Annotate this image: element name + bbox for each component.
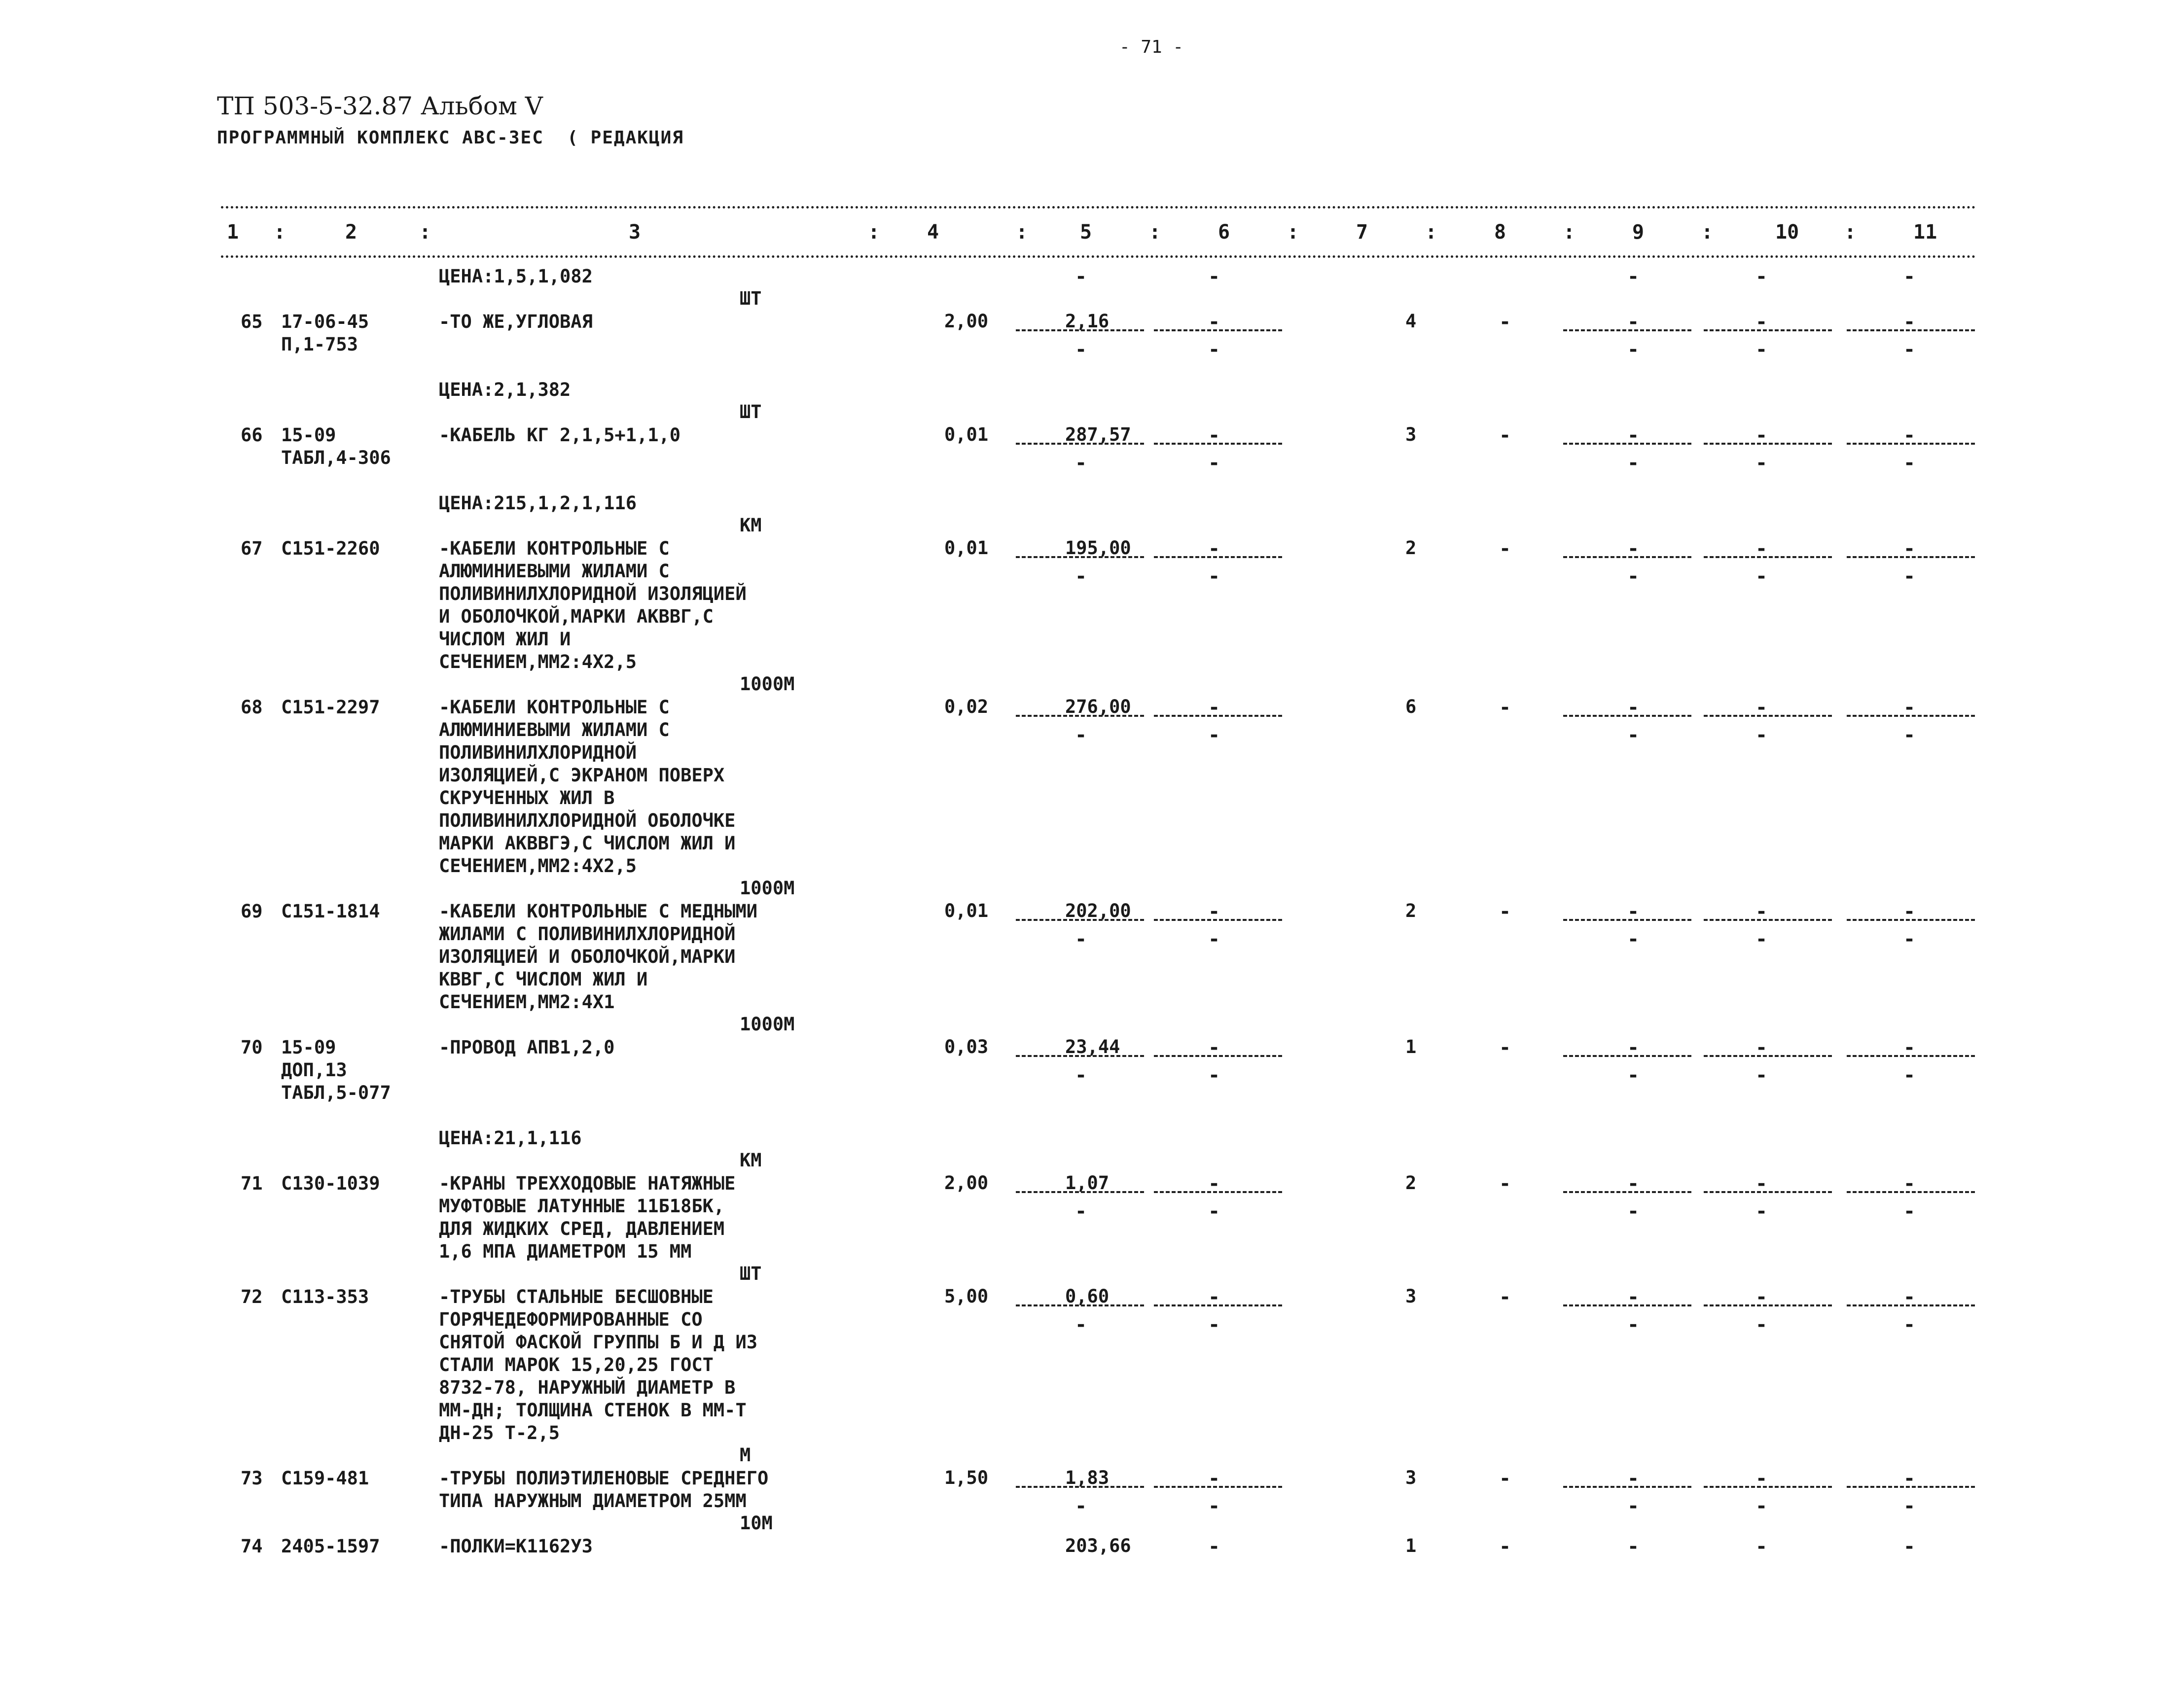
row-description: КВВГ,С ЧИСЛОМ ЖИЛ И	[439, 969, 648, 990]
row-price: 1,07	[1065, 1172, 1110, 1194]
row-description: ДЛЯ ЖИДКИХ СРЕД, ДАВЛЕНИЕМ	[439, 1218, 725, 1239]
dash-value: -	[1627, 452, 1640, 474]
subtotal-dash-line	[1016, 443, 1144, 445]
subtotal-dash-line	[1016, 1055, 1144, 1057]
row-number: 72	[241, 1286, 263, 1307]
dash-value: -	[1627, 900, 1640, 923]
row-description: -ТРУБЫ ПОЛИЭТИЛЕНОВЫЕ СРЕДНЕГО	[439, 1468, 769, 1489]
dash-value: -	[1903, 1172, 1916, 1195]
row-quantity: 5,00	[944, 1286, 989, 1307]
dash-value: -	[1208, 1064, 1220, 1087]
dash-value: -	[1627, 1495, 1640, 1517]
column-separator: :	[1701, 221, 1714, 244]
dash-value: -	[1075, 1313, 1087, 1336]
dash-value: -	[1075, 338, 1087, 361]
dash-value: -	[1627, 311, 1640, 333]
row-quantity: 0,02	[944, 696, 989, 717]
dash-value: -	[1627, 537, 1640, 560]
row-description: -КАБЕЛИ КОНТРОЛЬНЫЕ С	[439, 538, 670, 559]
column-separator: :	[1563, 221, 1575, 244]
row-price: 1,83	[1065, 1467, 1110, 1488]
dash-value: -	[1755, 1313, 1768, 1336]
subtotal-dash-line	[1704, 329, 1832, 331]
price-note: ЦЕНА:21,1,116	[439, 1127, 582, 1149]
column-number: 7	[1356, 221, 1368, 244]
row-quantity: 1,50	[944, 1467, 989, 1488]
subtotal-dash-line	[1154, 715, 1282, 717]
dash-value: -	[1903, 565, 1916, 588]
unit-label: КМ	[740, 1150, 762, 1171]
row-description: СКРУЧЕННЫХ ЖИЛ В	[439, 787, 615, 809]
row-number: 70	[241, 1037, 263, 1058]
column-number: 6	[1218, 221, 1230, 244]
row-col6: -	[1208, 537, 1220, 560]
dash-value: -	[1627, 724, 1640, 746]
dash-value: -	[1903, 928, 1916, 950]
row-description: -ТО ЖЕ,УГЛОВАЯ	[439, 311, 593, 332]
row-number: 69	[241, 901, 263, 922]
row-code: ТАБЛ,5-077	[281, 1082, 391, 1103]
subtotal-dash-line	[1154, 1191, 1282, 1193]
row-description: -ПОЛКИ=К1162У3	[439, 1536, 593, 1557]
row-description: -КАБЕЛИ КОНТРОЛЬНЫЕ С МЕДНЫМИ	[439, 901, 758, 922]
row-quantity: 2,00	[944, 311, 989, 332]
row-number: 67	[241, 538, 263, 559]
subtotal-dash-line	[1563, 1304, 1691, 1306]
dash-value: -	[1903, 1313, 1916, 1336]
subtotal-dash-line	[1704, 443, 1832, 445]
subtotal-dash-line	[1847, 1191, 1975, 1193]
subtotal-dash-line	[1154, 1055, 1282, 1057]
price-note: ЦЕНА:1,5,1,082	[439, 266, 593, 287]
row-description: АЛЮМИНИЕВЫМИ ЖИЛАМИ С	[439, 719, 670, 740]
row-col6: -	[1208, 900, 1220, 923]
dash-value: -	[1075, 1495, 1087, 1517]
row-col6: -	[1208, 1286, 1220, 1308]
dash-value: -	[1075, 265, 1087, 288]
dash-value: -	[1075, 1064, 1087, 1087]
dash-value: -	[1755, 537, 1768, 560]
subtotal-dash-line	[1704, 1304, 1832, 1306]
dash-value: -	[1903, 1495, 1916, 1517]
dash-value: -	[1208, 1495, 1220, 1517]
column-number: 2	[345, 221, 358, 244]
column-number: 8	[1494, 221, 1506, 244]
row-number: 66	[241, 424, 263, 446]
unit-label: 1000М	[740, 673, 795, 695]
row-quantity: 0,01	[944, 900, 989, 921]
row-col9: -	[1499, 1535, 1511, 1558]
dash-value: -	[1755, 452, 1768, 474]
dash-value: -	[1755, 311, 1768, 333]
row-description: ПОЛИВИНИЛХЛОРИДНОЙ	[439, 742, 637, 763]
row-code: 15-09	[281, 424, 336, 446]
row-description: ЧИСЛОМ ЖИЛ И	[439, 629, 571, 650]
subtotal-dash-line	[1847, 715, 1975, 717]
subtotal-dash-line	[1016, 329, 1144, 331]
dash-value: -	[1755, 1467, 1768, 1490]
row-price: 276,00	[1065, 696, 1131, 717]
unit-label: ШТ	[740, 401, 762, 422]
dash-value: -	[1903, 696, 1916, 719]
dash-value: -	[1208, 928, 1220, 950]
subtotal-dash-line	[1154, 329, 1282, 331]
dash-value: -	[1075, 452, 1087, 474]
row-col8: 3	[1405, 424, 1417, 445]
row-number: 65	[241, 311, 263, 332]
row-description: ДН-25 Т-2,5	[439, 1422, 560, 1443]
dash-value: -	[1755, 1495, 1768, 1517]
row-code: 17-06-45	[281, 311, 369, 332]
dash-value: -	[1903, 537, 1916, 560]
dash-value: -	[1903, 1286, 1916, 1308]
row-description: МУФТОВЫЕ ЛАТУННЫЕ 11Б18БК,	[439, 1196, 725, 1217]
column-separator: :	[1149, 221, 1161, 244]
row-code: 15-09	[281, 1037, 336, 1058]
dash-value: -	[1627, 1036, 1640, 1059]
row-number: 73	[241, 1468, 263, 1489]
row-col8: 1	[1405, 1535, 1417, 1556]
dash-value: -	[1208, 565, 1220, 588]
row-col6: -	[1208, 696, 1220, 719]
dash-value: -	[1903, 1467, 1916, 1490]
document-title: ТП 503-5-32.87 Альбом V	[217, 92, 543, 120]
dash-value: -	[1903, 1200, 1916, 1223]
row-col9: -	[1499, 1036, 1511, 1059]
row-col8: 6	[1405, 696, 1417, 717]
column-separator: :	[1287, 221, 1299, 244]
dash-value: -	[1755, 565, 1768, 588]
row-description: -ПРОВОД АПВ1,2,0	[439, 1037, 615, 1058]
row-description: СНЯТОЙ ФАСКОЙ ГРУППЫ Б И Д ИЗ	[439, 1332, 758, 1353]
dash-value: -	[1903, 900, 1916, 923]
subtotal-dash-line	[1016, 1304, 1144, 1306]
dash-value: -	[1755, 1036, 1768, 1059]
row-code: С159-481	[281, 1468, 369, 1489]
dash-value: -	[1627, 1467, 1640, 1490]
subtotal-dash-line	[1016, 1191, 1144, 1193]
row-col9: -	[1499, 1172, 1511, 1195]
column-separator: :	[419, 221, 431, 244]
dash-value: -	[1627, 338, 1640, 361]
row-price: 203,66	[1065, 1535, 1131, 1556]
row-description: ИЗОЛЯЦИЕЙ И ОБОЛОЧКОЙ,МАРКИ	[439, 946, 736, 967]
row-description: И ОБОЛОЧКОЙ,МАРКИ АКВВГ,С	[439, 606, 714, 627]
row-col9: -	[1499, 311, 1511, 333]
column-number: 9	[1632, 221, 1645, 244]
dash-value: -	[1075, 1200, 1087, 1223]
subtotal-dash-line	[1563, 919, 1691, 921]
column-number: 10	[1775, 221, 1799, 244]
row-price: 23,44	[1065, 1036, 1120, 1057]
row-code: С151-2297	[281, 697, 380, 718]
dash-value: -	[1903, 338, 1916, 361]
row-col9: -	[1499, 1467, 1511, 1490]
subtotal-dash-line	[1847, 1486, 1975, 1488]
dash-value: -	[1903, 424, 1916, 447]
row-description: СЕЧЕНИЕМ,ММ2:4Х1	[439, 991, 615, 1013]
dash-value: -	[1903, 1535, 1916, 1558]
price-note: ЦЕНА:2,1,382	[439, 379, 571, 400]
row-col9: -	[1499, 424, 1511, 447]
row-description: МАРКИ АКВВГЭ,С ЧИСЛОМ ЖИЛ И	[439, 833, 736, 854]
dash-value: -	[1903, 724, 1916, 746]
dash-value: -	[1627, 696, 1640, 719]
subtotal-dash-line	[1704, 1486, 1832, 1488]
subtotal-dash-line	[1563, 443, 1691, 445]
row-quantity: 0,03	[944, 1036, 989, 1057]
dash-value: -	[1755, 900, 1768, 923]
row-code: ТАБЛ,4-306	[281, 447, 391, 468]
column-number: 3	[629, 221, 641, 244]
dash-value: -	[1755, 265, 1768, 288]
subtotal-dash-line	[1154, 919, 1282, 921]
column-separator: :	[274, 221, 286, 244]
dash-value: -	[1627, 265, 1640, 288]
subtotal-dash-line	[1847, 443, 1975, 445]
unit-label: М	[740, 1444, 751, 1466]
column-separator: :	[1016, 221, 1028, 244]
subtotal-dash-line	[1847, 329, 1975, 331]
row-description: СЕЧЕНИЕМ,ММ2:4Х2,5	[439, 651, 637, 672]
row-col8: 4	[1405, 311, 1417, 332]
row-number: 71	[241, 1173, 263, 1194]
row-description: 8732-78, НАРУЖНЫЙ ДИАМЕТР В	[439, 1377, 736, 1398]
row-col6: -	[1208, 1172, 1220, 1195]
row-description: 1,6 МПА ДИАМЕТРОМ 15 ММ	[439, 1241, 692, 1262]
row-description: ПОЛИВИНИЛХЛОРИДНОЙ ИЗОЛЯЦИЕЙ	[439, 583, 747, 604]
dash-value: -	[1755, 1286, 1768, 1308]
row-col9: -	[1499, 900, 1511, 923]
row-price: 0,60	[1065, 1286, 1110, 1307]
dash-value: -	[1903, 311, 1916, 333]
row-code: ДОП,13	[281, 1059, 347, 1081]
column-separator: :	[868, 221, 880, 244]
price-note: ЦЕНА:215,1,2,1,116	[439, 493, 637, 514]
row-description: ЖИЛАМИ С ПОЛИВИНИЛХЛОРИДНОЙ	[439, 923, 736, 945]
row-description: АЛЮМИНИЕВЫМИ ЖИЛАМИ С	[439, 561, 670, 582]
subtotal-dash-line	[1016, 1486, 1144, 1488]
subtotal-dash-line	[1563, 556, 1691, 558]
row-code: С151-2260	[281, 538, 380, 559]
subtotal-dash-line	[1704, 919, 1832, 921]
row-col8: 2	[1405, 1172, 1417, 1194]
subtotal-dash-line	[1154, 556, 1282, 558]
subtotal-dash-line	[1154, 443, 1282, 445]
row-description: ГОРЯЧЕДЕФОРМИРОВАННЫЕ СО	[439, 1309, 703, 1330]
dash-value: -	[1208, 1313, 1220, 1336]
row-col9: -	[1499, 1286, 1511, 1308]
dash-value: -	[1208, 265, 1220, 288]
unit-label: 1000М	[740, 1014, 795, 1035]
subtotal-dash-line	[1154, 1486, 1282, 1488]
row-col6: -	[1208, 1467, 1220, 1490]
table-header-rule	[221, 255, 1976, 258]
row-price: 2,16	[1065, 311, 1110, 332]
subtotal-dash-line	[1563, 715, 1691, 717]
dash-value: -	[1075, 724, 1087, 746]
row-col8: 2	[1405, 900, 1417, 921]
dash-value: -	[1627, 1064, 1640, 1087]
row-price: 287,57	[1065, 424, 1131, 445]
dash-value: -	[1208, 724, 1220, 746]
row-description: ТИПА НАРУЖНЫМ ДИАМЕТРОМ 25ММ	[439, 1490, 747, 1512]
row-col9: -	[1499, 537, 1511, 560]
dash-value: -	[1208, 338, 1220, 361]
dash-value: -	[1755, 724, 1768, 746]
row-code: С113-353	[281, 1286, 369, 1307]
row-description: СТАЛИ МАРОК 15,20,25 ГОСТ	[439, 1354, 714, 1375]
subtotal-dash-line	[1847, 1055, 1975, 1057]
row-code: 2405-1597	[281, 1536, 380, 1557]
dash-value: -	[1755, 696, 1768, 719]
dash-value: -	[1627, 1535, 1640, 1558]
subtotal-dash-line	[1016, 919, 1144, 921]
row-col6: -	[1208, 1036, 1220, 1059]
row-description: -КАБЕЛИ КОНТРОЛЬНЫЕ С	[439, 697, 670, 718]
dash-value: -	[1627, 928, 1640, 950]
row-col8: 3	[1405, 1467, 1417, 1488]
dash-value: -	[1903, 265, 1916, 288]
row-col9: -	[1499, 696, 1511, 719]
subtotal-dash-line	[1847, 1304, 1975, 1306]
dash-value: -	[1627, 1313, 1640, 1336]
unit-label: КМ	[740, 515, 762, 536]
dash-value: -	[1755, 1064, 1768, 1087]
column-separator: :	[1425, 221, 1437, 244]
row-description: ПОЛИВИНИЛХЛОРИДНОЙ ОБОЛОЧКЕ	[439, 810, 736, 831]
column-number: 5	[1080, 221, 1092, 244]
unit-label: ШТ	[740, 288, 762, 309]
row-description: -ТРУБЫ СТАЛЬНЫЕ БЕСШОВНЫЕ	[439, 1286, 714, 1307]
row-description: -КАБЕЛЬ КГ 2,1,5+1,1,0	[439, 424, 681, 446]
dash-value: -	[1755, 1172, 1768, 1195]
row-number: 68	[241, 697, 263, 718]
dash-value: -	[1755, 928, 1768, 950]
unit-label: 1000М	[740, 878, 795, 899]
subtotal-dash-line	[1704, 715, 1832, 717]
row-number: 74	[241, 1536, 263, 1557]
subtotal-dash-line	[1847, 919, 1975, 921]
subtotal-dash-line	[1847, 556, 1975, 558]
row-col6: -	[1208, 424, 1220, 447]
row-quantity: 2,00	[944, 1172, 989, 1194]
table-top-rule	[221, 206, 1976, 209]
row-description: ММ-ДН; ТОЛЩИНА СТЕНОК В ММ-Т	[439, 1400, 747, 1421]
subtotal-dash-line	[1563, 1191, 1691, 1193]
row-col6: -	[1208, 1535, 1220, 1558]
row-code: П,1-753	[281, 334, 358, 355]
row-col8: 3	[1405, 1286, 1417, 1307]
unit-label: ШТ	[740, 1263, 762, 1284]
subtotal-dash-line	[1704, 1055, 1832, 1057]
row-price: 195,00	[1065, 537, 1131, 559]
subtotal-dash-line	[1016, 556, 1144, 558]
column-number: 1	[227, 221, 239, 244]
dash-value: -	[1755, 1200, 1768, 1223]
dash-value: -	[1627, 565, 1640, 588]
document-subtitle: ПРОГРАММНЫЙ КОМПЛЕКС АВС-3ЕС ( РЕДАКЦИЯ	[217, 128, 684, 148]
subtotal-dash-line	[1563, 1055, 1691, 1057]
dash-value: -	[1075, 565, 1087, 588]
subtotal-dash-line	[1704, 556, 1832, 558]
row-description: СЕЧЕНИЕМ,ММ2:4Х2,5	[439, 855, 637, 877]
dash-value: -	[1903, 452, 1916, 474]
column-number: 4	[927, 221, 939, 244]
dash-value: -	[1208, 452, 1220, 474]
dash-value: -	[1627, 1286, 1640, 1308]
dash-value: -	[1755, 338, 1768, 361]
column-number: 11	[1913, 221, 1937, 244]
row-quantity: 0,01	[944, 424, 989, 445]
row-code: С151-1814	[281, 901, 380, 922]
unit-label: 10М	[740, 1513, 773, 1534]
dash-value: -	[1903, 1036, 1916, 1059]
column-separator: :	[1844, 221, 1857, 244]
row-col8: 2	[1405, 537, 1417, 559]
subtotal-dash-line	[1704, 1191, 1832, 1193]
subtotal-dash-line	[1016, 715, 1144, 717]
row-description: -КРАНЫ ТРЕХХОДОВЫЕ НАТЯЖНЫЕ	[439, 1173, 736, 1194]
row-code: С130-1039	[281, 1173, 380, 1194]
row-description: ИЗОЛЯЦИЕЙ,С ЭКРАНОМ ПОВЕРХ	[439, 765, 725, 786]
dash-value: -	[1755, 424, 1768, 447]
row-col6: -	[1208, 311, 1220, 333]
dash-value: -	[1627, 1200, 1640, 1223]
subtotal-dash-line	[1154, 1304, 1282, 1306]
dash-value: -	[1208, 1200, 1220, 1223]
dash-value: -	[1627, 424, 1640, 447]
dash-value: -	[1903, 1064, 1916, 1087]
dash-value: -	[1075, 928, 1087, 950]
row-price: 202,00	[1065, 900, 1131, 921]
subtotal-dash-line	[1563, 329, 1691, 331]
subtotal-dash-line	[1563, 1486, 1691, 1488]
page-number: - 71 -	[1119, 37, 1184, 57]
dash-value: -	[1627, 1172, 1640, 1195]
dash-value: -	[1755, 1535, 1768, 1558]
row-col8: 1	[1405, 1036, 1417, 1057]
row-quantity: 0,01	[944, 537, 989, 559]
